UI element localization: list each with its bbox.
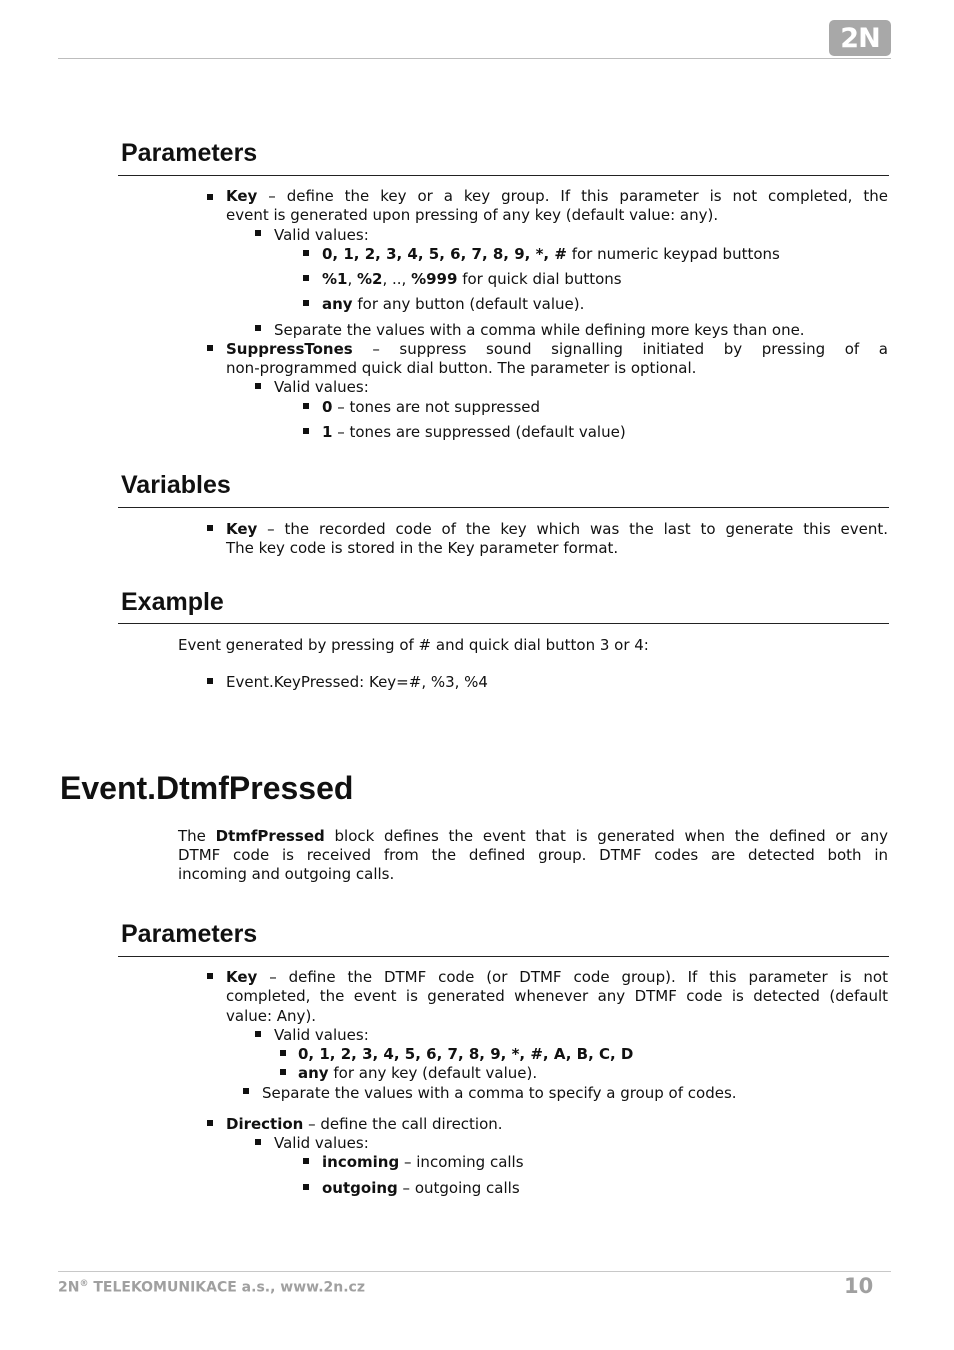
- bullet-icon: [243, 1088, 249, 1094]
- page-number: 10: [844, 1274, 874, 1298]
- value-dtmf-codes: 0, 1, 2, 3, 4, 5, 6, 7, 8, 9, *, #, A, B, C, D: [298, 1045, 634, 1063]
- bullet-icon: [255, 1139, 261, 1145]
- bullet-icon: [303, 1184, 309, 1190]
- bullet-icon: [207, 678, 213, 684]
- example-line: Event.KeyPressed: Key=#, %3, %4: [226, 673, 488, 691]
- section-rule: [118, 507, 889, 508]
- bullet-icon: [207, 973, 213, 979]
- footer-divider: [58, 1271, 891, 1272]
- bullet-icon: [207, 1120, 213, 1126]
- list-item-dtmf-key-cont: completed, the event is generated whenever any DTMF code is detected (default: [226, 987, 888, 1005]
- event-intro-line2: DTMF code is received from the defined group. DTMF codes are detected both in: [178, 846, 888, 864]
- bullet-icon: [255, 1031, 261, 1037]
- list-item-dtmf-key-cont2: value: Any).: [226, 1007, 317, 1025]
- list-item-direction: Direction – define the call direction.: [226, 1115, 503, 1133]
- value-any: any for any button (default value).: [322, 295, 585, 313]
- bullet-icon: [280, 1069, 286, 1075]
- list-item-suppress-cont: non-programmed quick dial button. The parameter is optional.: [226, 359, 697, 377]
- value-numeric: 0, 1, 2, 3, 4, 5, 6, 7, 8, 9, *, # for numeric keypad buttons: [322, 245, 780, 263]
- value-outgoing: outgoing – outgoing calls: [322, 1179, 520, 1197]
- bullet-icon: [303, 1158, 309, 1164]
- section-rule: [118, 956, 889, 957]
- page-title: Event.DtmfPressed: [60, 770, 354, 806]
- bullet-icon: [303, 403, 309, 409]
- valid-values-label: Valid values:: [274, 226, 369, 244]
- section-heading-example: Example: [121, 588, 224, 616]
- value-quick-dial: %1, %2, .., %999 for quick dial buttons: [322, 270, 622, 288]
- bullet-icon: [255, 325, 261, 331]
- bullet-icon: [303, 250, 309, 256]
- bullet-icon: [280, 1050, 286, 1056]
- valid-values-label: Valid values:: [274, 378, 369, 396]
- value-incoming: incoming – incoming calls: [322, 1153, 524, 1171]
- event-intro-line1: The DtmfPressed block defines the event that is generated when the defined or any: [178, 827, 889, 845]
- bullet-icon: [207, 194, 213, 200]
- list-item-key-cont: event is generated upon pressing of any key (default value: any).: [226, 206, 719, 224]
- list-item-suppress-tones: SuppressTones – suppress sound signalling initiated by pressing of a: [226, 340, 888, 358]
- bullet-icon: [207, 345, 213, 351]
- valid-values-label: Valid values:: [274, 1026, 369, 1044]
- bullet-icon: [207, 525, 213, 531]
- value-zero: 0 – tones are not suppressed: [322, 398, 541, 416]
- section-heading-parameters: Parameters: [121, 139, 258, 167]
- event-intro-line3: incoming and outgoing calls.: [178, 865, 395, 883]
- section-rule: [118, 623, 889, 624]
- bullet-icon: [303, 428, 309, 434]
- bullet-icon: [303, 275, 309, 281]
- list-item-dtmf-key: Key – define the DTMF code (or DTMF code group). If this parameter is not: [226, 968, 888, 986]
- section-heading-variables: Variables: [121, 471, 231, 499]
- list-item-variable-key-cont: The key code is stored in the Key parameter format.: [226, 539, 619, 557]
- example-intro: Event generated by pressing of # and quick dial button 3 or 4:: [178, 636, 649, 654]
- bullet-icon: [303, 300, 309, 306]
- separate-note: Separate the values with a comma to specify a group of codes.: [262, 1084, 737, 1102]
- bullet-icon: [255, 383, 261, 389]
- valid-values-label: Valid values:: [274, 1134, 369, 1152]
- section-rule: [118, 175, 889, 176]
- value-any: any for any key (default value).: [298, 1064, 538, 1082]
- section-heading-parameters: Parameters: [121, 920, 258, 948]
- list-item-key: Key – define the key or a key group. If this parameter is not completed, the: [226, 187, 888, 205]
- header-divider: [58, 58, 891, 59]
- list-item-variable-key: Key – the recorded code of the key which was the last to generate this event.: [226, 520, 888, 538]
- footer-company: 2N® TELEKOMUNIKACE a.s., www.2n.cz: [58, 1279, 365, 1296]
- value-one: 1 – tones are suppressed (default value): [322, 423, 626, 441]
- bullet-icon: [255, 230, 261, 236]
- separate-note: Separate the values with a comma while defining more keys than one.: [274, 321, 805, 339]
- brand-logo: 2N: [829, 20, 891, 56]
